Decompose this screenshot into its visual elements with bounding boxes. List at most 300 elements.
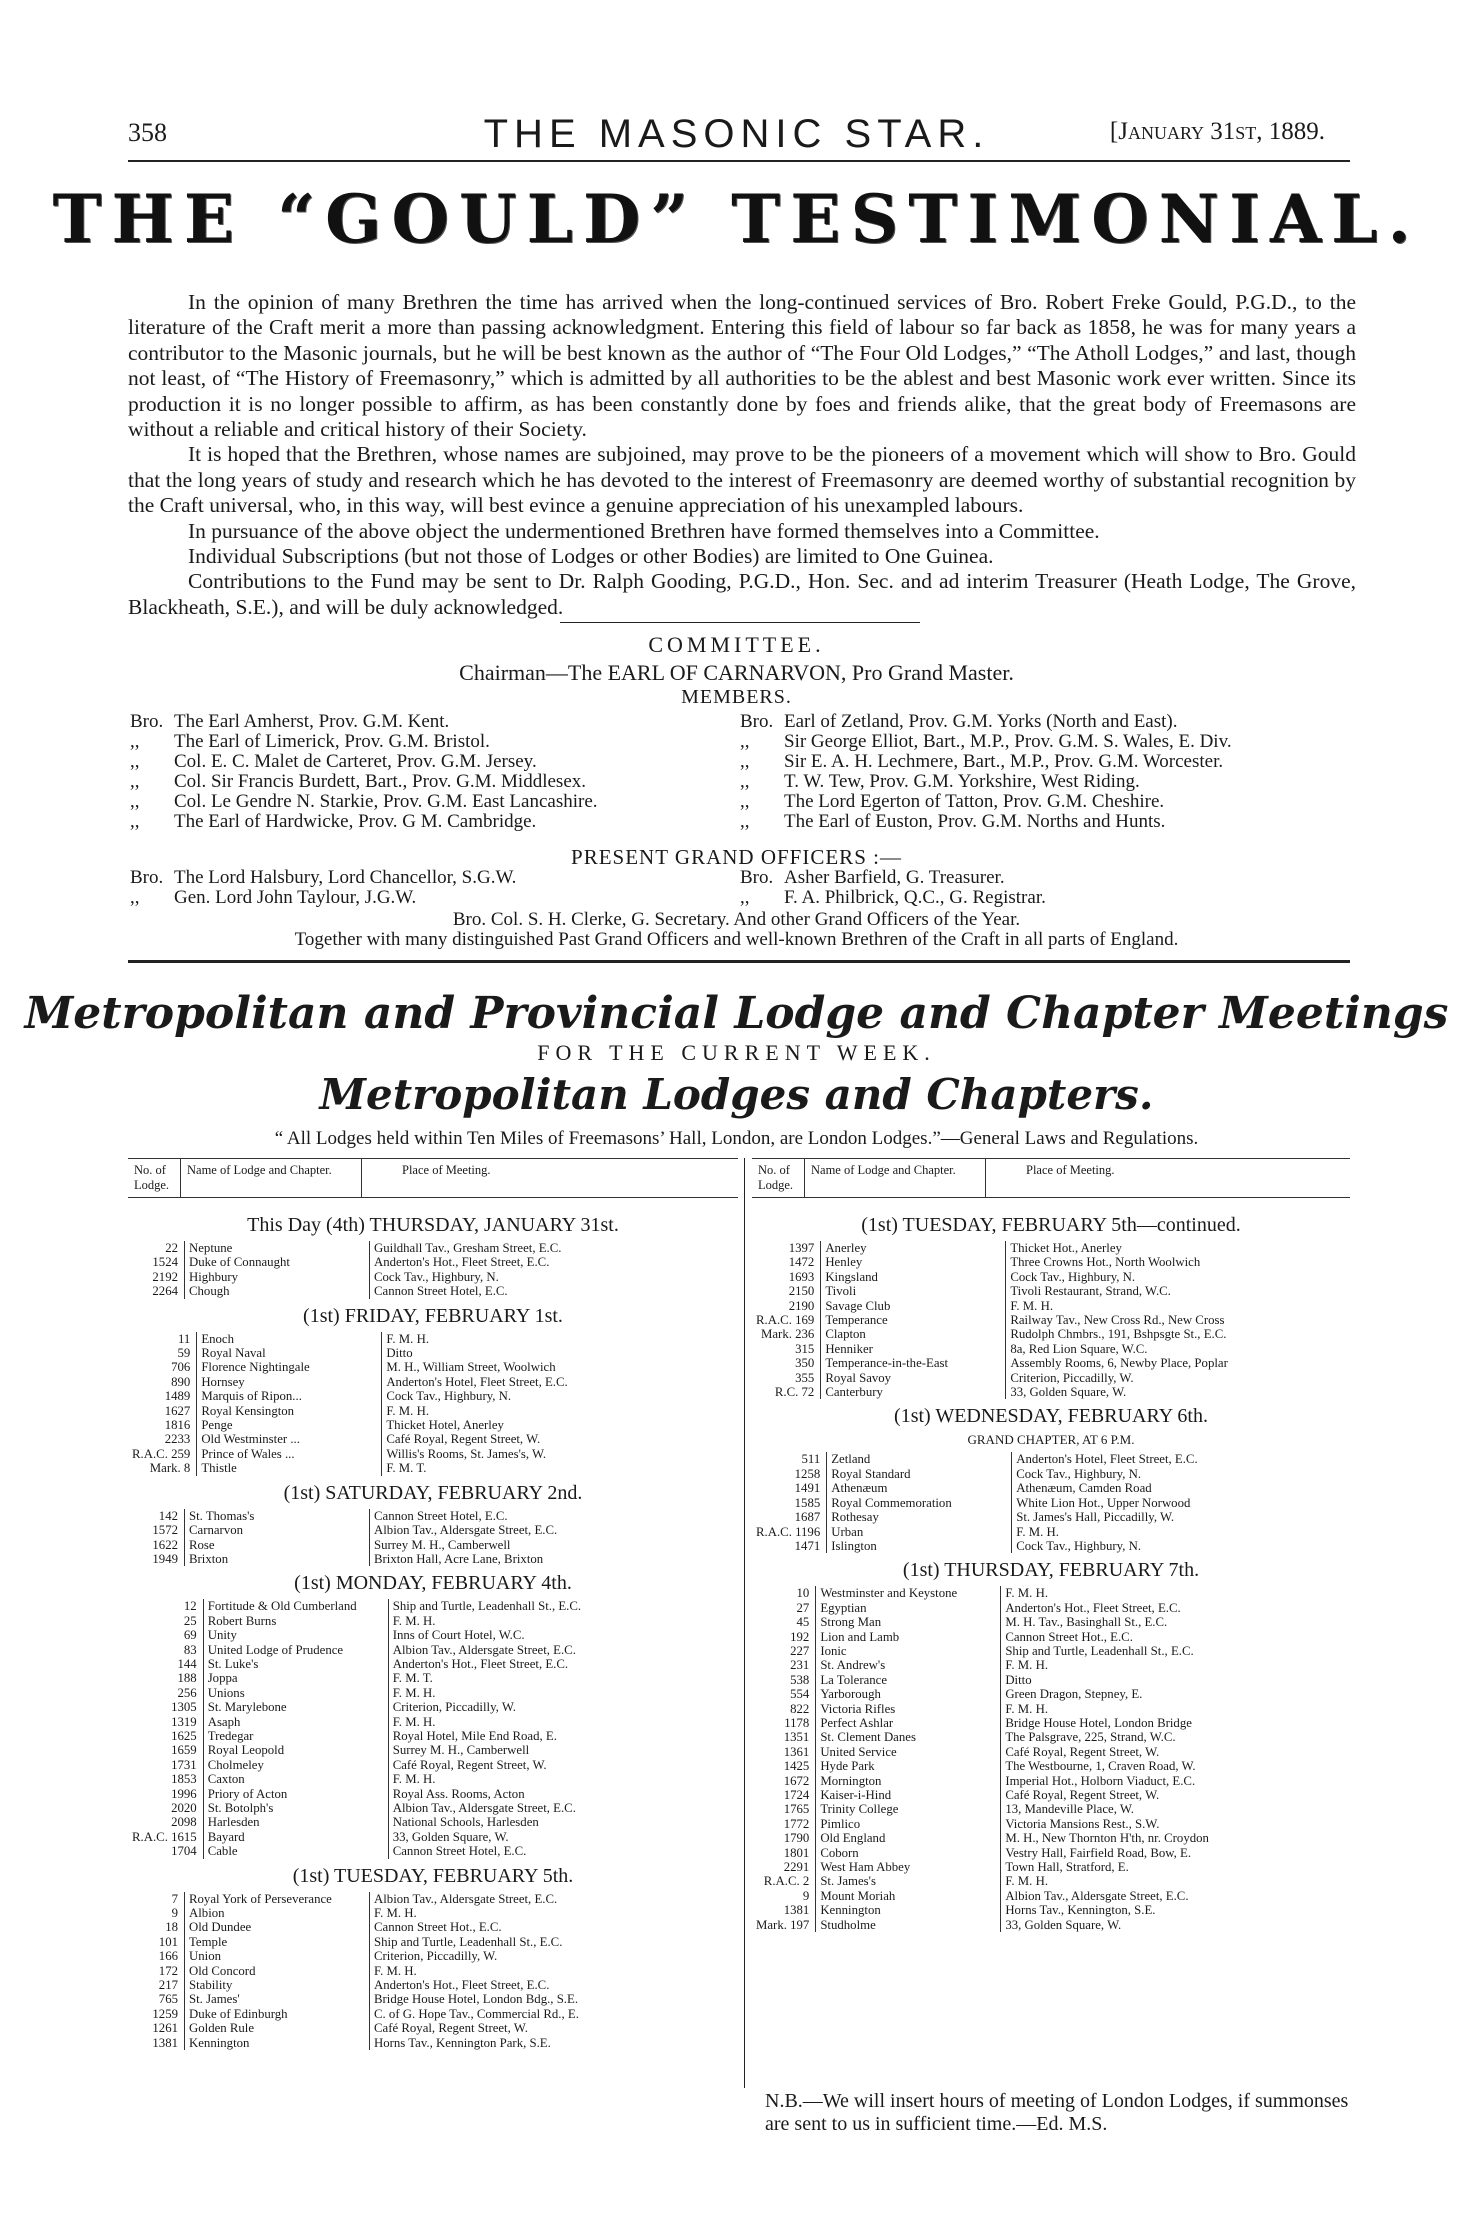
grand-officers-heading: PRESENT GRAND OFFICERS :— <box>571 845 902 869</box>
table-row <box>128 1844 585 1858</box>
lodge-number: 1627 <box>164 1403 191 1418</box>
table-row <box>128 2021 583 2035</box>
member-row <box>740 888 1300 908</box>
lodge-number: 217 <box>158 1978 178 1993</box>
lodge-number: 27 <box>796 1600 810 1615</box>
meeting-place: Horns Tav., Kennington Park, S.E. <box>370 2036 583 2050</box>
table-row <box>752 1644 1213 1658</box>
section-rule <box>128 960 1350 963</box>
lodge-name: Highbury <box>185 1270 370 1284</box>
member-name: Asher Barfield, G. Treasurer. <box>784 867 1005 888</box>
lodge-name: Yarborough <box>816 1687 1001 1701</box>
col-place-label: Place of Meeting. <box>1026 1163 1115 1177</box>
lodge-name: Union <box>185 1949 370 1963</box>
table-row <box>752 1658 1213 1672</box>
lodge-name: Royal Naval <box>197 1346 382 1360</box>
day-heading: (1st) TUESDAY, FEBRUARY 5th—continued. <box>861 1214 1241 1236</box>
chairman-line: Chairman—The EARL OF CARNARVON, Pro Grand Master. <box>459 660 1014 685</box>
lodge-name: Mount Moriah <box>816 1889 1001 1903</box>
lodge-name: Carnarvon <box>185 1523 370 1537</box>
table-row <box>752 1774 1213 1788</box>
col-no-label: No. of Lodge. <box>128 1159 181 1197</box>
lodge-number: 538 <box>790 1672 810 1687</box>
meeting-place: Willis's Rooms, St. James's, W. <box>382 1447 572 1461</box>
meeting-place: Criterion, Piccadilly, W. <box>388 1700 585 1714</box>
intro-paragraph: In the opinion of many Brethren the time has arrived when the long-continued services of Bro. Robert Freke Gould, P.G.D., to the literature of the Craft merit a more than passing acknowledgment. Entering this field of labour so far back as 1858, he was for many years a contributor to the Masonic journals, but he will be best known as the author of “The Four Old Lodges,” “The Atholl Lodges,” and last, though not least, of “The History of Freemasonry,” which is admitted by all authorities to be the ablest and best Masonic work ever written. Since its production it is no longer possible to affirm, as has been constantly done by foes and friends alike, that the great body of Freemasons are without a reliable and critical history of their Society. <box>128 290 1356 442</box>
lodge-name: Thistle <box>197 1461 382 1475</box>
lodge-name: Anerley <box>821 1241 1006 1255</box>
lodge-number: 315 <box>795 1341 815 1356</box>
table-row <box>128 1599 585 1613</box>
lodge-name: Royal Savoy <box>821 1371 1006 1385</box>
meeting-place: Thicket Hot., Anerley <box>1006 1241 1232 1255</box>
secretary-line: Bro. Col. S. H. Clerke, G. Secretary. And other Grand Officers of the Year. <box>452 909 1021 930</box>
lodge-number: 69 <box>183 1628 197 1643</box>
bro-label: ,, <box>740 771 750 792</box>
lodge-name: Royal Standard <box>827 1467 1012 1481</box>
table-row <box>752 1510 1202 1524</box>
table-row <box>128 1978 583 1992</box>
lodge-name: Harlesden <box>203 1815 388 1829</box>
lodge-table <box>752 1241 1232 1399</box>
lodge-table <box>128 1892 583 2050</box>
table-row <box>752 1601 1213 1615</box>
lodge-number: 1801 <box>783 1845 810 1860</box>
meeting-place: Three Crowns Hot., North Woolwich <box>1006 1255 1232 1269</box>
bro-label: ,, <box>130 731 140 752</box>
lodge-table <box>128 1241 565 1299</box>
members-heading: MEMBERS. <box>681 686 792 708</box>
day-heading: (1st) FRIDAY, FEBRUARY 1st. <box>303 1304 563 1327</box>
lodge-name: Zetland <box>827 1452 1012 1466</box>
meeting-place: National Schools, Harlesden <box>388 1815 585 1829</box>
table-row <box>128 1270 565 1284</box>
lodge-name: Bayard <box>203 1830 388 1844</box>
meeting-place: Surrey M. H., Camberwell <box>370 1538 562 1552</box>
table-row <box>128 2007 583 2021</box>
lodge-number: 2264 <box>152 1284 178 1299</box>
lodge-name: Florence Nightingale <box>197 1360 382 1374</box>
table-row <box>752 1525 1202 1539</box>
lodge-name: St. Clement Danes <box>816 1730 1001 1744</box>
meeting-place: F. M. T. <box>382 1461 572 1475</box>
lodge-number: 1853 <box>171 1772 197 1787</box>
lodge-number: R.A.C. 169 <box>756 1313 815 1328</box>
members-left <box>130 712 750 832</box>
table-row <box>128 1671 585 1685</box>
table-row <box>752 1481 1202 1495</box>
lodge-number: 1772 <box>783 1816 810 1831</box>
lodge-number: 1489 <box>164 1389 191 1404</box>
table-row <box>752 1788 1213 1802</box>
lodge-name: Unions <box>203 1686 388 1700</box>
lodge-number: 1572 <box>152 1523 178 1538</box>
lodge-number: 2190 <box>788 1298 815 1313</box>
meeting-place: Bridge House Hotel, London Bridge <box>1001 1716 1213 1730</box>
right-meetings-column <box>752 1208 1350 1932</box>
meeting-place: 33, Golden Square, W. <box>1001 1918 1213 1932</box>
member-row <box>740 812 1360 832</box>
header-rule <box>128 160 1350 162</box>
meeting-place: Ship and Turtle, Leadenhall St., E.C. <box>370 1935 583 1949</box>
lodge-number: 350 <box>795 1356 815 1371</box>
lodge-name: Coborn <box>816 1846 1001 1860</box>
lodge-number: 2192 <box>152 1269 178 1284</box>
table-row <box>752 1745 1213 1759</box>
table-row <box>128 1729 585 1743</box>
meeting-place: 8a, Red Lion Square, W.C. <box>1006 1342 1232 1356</box>
meeting-place: Victoria Mansions Rest., S.W. <box>1001 1817 1213 1831</box>
table-row <box>128 1241 565 1255</box>
lodge-name: Hyde Park <box>816 1759 1001 1773</box>
table-row <box>128 1892 583 1906</box>
lodge-number: 1319 <box>171 1714 197 1729</box>
bro-label: Bro. <box>130 711 164 732</box>
lodge-number: 7 <box>171 1891 178 1906</box>
table-row <box>128 1552 561 1566</box>
bro-label: ,, <box>740 751 750 772</box>
table-row <box>752 1452 1202 1466</box>
lodge-table <box>128 1332 572 1476</box>
lodge-number: 9 <box>171 1906 178 1921</box>
table-row <box>128 1830 585 1844</box>
lodge-name: Royal York of Perseverance <box>185 1892 370 1906</box>
lodge-name: Kaiser-i-Hind <box>816 1788 1001 1802</box>
lodge-name: Royal Commemoration <box>827 1496 1012 1510</box>
member-row <box>740 752 1360 772</box>
lodge-number: 2020 <box>171 1801 197 1815</box>
lodge-name: Old England <box>816 1831 1001 1845</box>
masthead-title: THE MASONIC STAR. <box>483 112 990 156</box>
lodge-number: Mark. 197 <box>756 1917 810 1932</box>
table-row <box>128 1418 572 1432</box>
meeting-place: Anderton's Hotel, Fleet Street, E.C. <box>382 1375 572 1389</box>
lodge-number: R.A.C. 259 <box>132 1446 191 1461</box>
lodge-name: Priory of Acton <box>203 1787 388 1801</box>
table-row <box>752 1630 1213 1644</box>
lodge-number: 2150 <box>788 1284 815 1299</box>
lodge-number: R.A.C. 1615 <box>132 1829 197 1844</box>
lodge-number: 1259 <box>152 2006 178 2021</box>
lodge-number: R.A.C. 2 <box>763 1874 810 1889</box>
lodge-name: Islington <box>827 1539 1012 1553</box>
lodge-name: West Ham Abbey <box>816 1860 1001 1874</box>
left-meetings-column <box>128 1208 738 2050</box>
meeting-place: Imperial Hot., Holborn Viaduct, E.C. <box>1001 1774 1213 1788</box>
meeting-place: Ditto <box>1001 1673 1213 1687</box>
meeting-place: Café Royal, Regent Street, W. <box>382 1432 572 1446</box>
table-row <box>752 1702 1213 1716</box>
lodge-name: La Tolerance <box>816 1673 1001 1687</box>
table-row <box>752 1759 1213 1773</box>
meeting-place: F. M. H. <box>388 1614 585 1628</box>
lodge-name: Tivoli <box>821 1284 1006 1298</box>
lodge-number: 1704 <box>171 1844 197 1859</box>
day-heading: (1st) WEDNESDAY, FEBRUARY 6th. <box>894 1405 1208 1428</box>
meeting-place: Bridge House Hotel, London Bdg., S.E. <box>370 1992 583 2006</box>
lodge-number: 1687 <box>794 1510 821 1525</box>
bro-label: ,, <box>130 771 140 792</box>
meeting-place: Café Royal, Regent Street, W. <box>388 1758 585 1772</box>
table-row <box>128 1743 585 1757</box>
lodge-name: Henniker <box>821 1342 1006 1356</box>
meeting-place: 33, Golden Square, W. <box>1006 1385 1232 1399</box>
table-row <box>752 1846 1213 1860</box>
lodge-number: 511 <box>801 1452 821 1467</box>
lodge-number: 1425 <box>783 1759 810 1774</box>
lodge-number: 25 <box>183 1613 197 1628</box>
bro-label: Bro. <box>130 867 164 888</box>
meeting-place: Albion Tav., Aldersgate Street, E.C. <box>370 1892 583 1906</box>
table-row <box>128 1700 585 1714</box>
meeting-place: Cock Tav., Highbury, N. <box>382 1389 572 1403</box>
table-row <box>752 1730 1213 1744</box>
table-row <box>752 1255 1232 1269</box>
member-name: Earl of Zetland, Prov. G.M. Yorks (North and East). <box>784 711 1178 732</box>
meeting-place: The Palsgrave, 225, Strand, W.C. <box>1001 1730 1213 1744</box>
meetings-subtitle: FOR THE CURRENT WEEK. <box>537 1040 936 1065</box>
lodge-number: R.C. 72 <box>774 1385 815 1400</box>
lodge-number: 59 <box>177 1346 191 1361</box>
meeting-place: Cock Tav., Highbury, N. <box>370 1270 566 1284</box>
table-row <box>128 2036 583 2050</box>
lodge-name: St. Marylebone <box>203 1700 388 1714</box>
member-row <box>740 868 1300 888</box>
meeting-place: F. M. H. <box>382 1332 572 1346</box>
lodge-name: Penge <box>197 1418 382 1432</box>
table-row <box>128 1964 583 1978</box>
lodge-name: Brixton <box>185 1552 370 1566</box>
table-row <box>752 1313 1232 1327</box>
meeting-place: Albion Tav., Aldersgate Street, E.C. <box>1001 1889 1213 1903</box>
member-row <box>130 732 750 752</box>
lodge-number: 355 <box>795 1370 815 1385</box>
lodge-name: St. James' <box>185 1992 370 2006</box>
table-row <box>128 1255 565 1269</box>
lodge-name: Fortitude & Old Cumberland <box>203 1599 388 1613</box>
table-row <box>752 1270 1232 1284</box>
lodge-number: 2233 <box>164 1432 191 1447</box>
lodge-number: 706 <box>171 1360 191 1375</box>
table-row <box>128 1389 572 1403</box>
table-row <box>128 1346 572 1360</box>
meeting-place: Anderton's Hot., Fleet Street, E.C. <box>1001 1601 1213 1615</box>
table-row <box>752 1284 1232 1298</box>
lodge-number: 11 <box>177 1331 191 1346</box>
meeting-place: M. H., New Thornton H'th, nr. Croydon <box>1001 1831 1213 1845</box>
right-column-header <box>752 1158 1350 1198</box>
table-row <box>752 1831 1213 1845</box>
table-row <box>752 1496 1202 1510</box>
lodge-number: 1524 <box>152 1255 178 1270</box>
bro-label: ,, <box>130 887 140 908</box>
meeting-place: 33, Golden Square, W. <box>388 1830 585 1844</box>
lodge-name: Duke of Connaught <box>185 1255 370 1269</box>
lodge-name: Perfect Ashlar <box>816 1716 1001 1730</box>
bro-label: ,, <box>740 811 750 832</box>
lodge-name: Enoch <box>197 1332 382 1346</box>
meeting-place: Ship and Turtle, Leadenhall St., E.C. <box>388 1599 585 1613</box>
lodge-number: 1659 <box>171 1743 197 1758</box>
meeting-place: Horns Tav., Kennington, S.E. <box>1001 1903 1213 1917</box>
member-row <box>130 792 750 812</box>
meeting-place: Cannon Street Hot., E.C. <box>370 1920 583 1934</box>
meeting-place: Cock Tav., Highbury, N. <box>1012 1539 1202 1553</box>
table-row <box>752 1539 1202 1553</box>
table-row <box>128 1284 565 1298</box>
table-row <box>128 1686 585 1700</box>
lodge-number: 1397 <box>788 1241 815 1255</box>
member-row <box>130 812 750 832</box>
lodge-number: Mark. 236 <box>761 1327 815 1342</box>
lodge-number: 144 <box>177 1656 197 1671</box>
lodge-number: Mark. 8 <box>149 1461 191 1476</box>
meeting-place: F. M. H. <box>1001 1586 1213 1600</box>
left-column-header <box>128 1158 738 1198</box>
lodge-number: 192 <box>790 1629 810 1644</box>
table-row <box>128 1949 583 1963</box>
lodge-number: 1672 <box>783 1773 810 1788</box>
lodge-name: Trinity College <box>816 1802 1001 1816</box>
member-row <box>740 712 1360 732</box>
table-row <box>128 1432 572 1446</box>
meeting-place: Cannon Street Hotel, E.C. <box>370 1284 566 1298</box>
lodge-name: Cable <box>203 1844 388 1858</box>
table-row <box>128 1404 572 1418</box>
intro-paragraph: Individual Subscriptions (but not those of Lodges or other Bodies) are limited to One Guinea. <box>188 544 994 569</box>
meeting-place: F. M. T. <box>388 1671 585 1685</box>
col-place-label: Place of Meeting. <box>402 1163 491 1177</box>
lodge-number: 256 <box>177 1685 197 1700</box>
table-row <box>752 1687 1213 1701</box>
lodge-name: Stability <box>185 1978 370 1992</box>
page-number: 358 <box>128 118 167 147</box>
lodge-number: 1625 <box>171 1728 197 1743</box>
lodge-number: 45 <box>796 1615 810 1630</box>
member-name: The Earl of Limerick, Prov. G.M. Bristol. <box>174 731 490 752</box>
meeting-place: Café Royal, Regent Street, W. <box>370 2021 583 2035</box>
lodge-table <box>752 1586 1213 1932</box>
table-row <box>752 1327 1232 1341</box>
lodge-number: 101 <box>158 1934 178 1949</box>
lodge-number: 172 <box>158 1963 178 1978</box>
lodge-number: 822 <box>790 1701 810 1716</box>
member-name: F. A. Philbrick, Q.C., G. Registrar. <box>784 887 1046 908</box>
together-line: Together with many distinguished Past Grand Officers and well-known Brethren of the Craft in all parts of England. <box>294 929 1179 950</box>
member-name: The Earl of Euston, Prov. G.M. Norths and Hunts. <box>784 811 1166 832</box>
lodge-number: 2291 <box>783 1860 810 1875</box>
meeting-place: Anderton's Hot., Fleet Street, E.C. <box>388 1657 585 1671</box>
table-row <box>128 1461 572 1475</box>
meeting-place: Royal Ass. Rooms, Acton <box>388 1787 585 1801</box>
member-name: Sir George Elliot, Bart., M.P., Prov. G.M. S. Wales, E. Div. <box>784 731 1232 752</box>
metropolitan-title: Metropolitan Lodges and Chapters. <box>319 1070 1154 1119</box>
meeting-place: Railway Tav., New Cross Rd., New Cross <box>1006 1313 1232 1327</box>
bro-label: ,, <box>130 751 140 772</box>
lodge-number: 1381 <box>152 2035 178 2050</box>
bro-label: ,, <box>130 811 140 832</box>
column-divider <box>744 1158 745 2088</box>
meeting-place: Inns of Court Hotel, W.C. <box>388 1628 585 1642</box>
lodge-number: 1258 <box>794 1466 821 1481</box>
meeting-place: Guildhall Tav., Gresham Street, E.C. <box>370 1241 566 1255</box>
lodge-name: Temple <box>185 1935 370 1949</box>
member-name: The Earl Amherst, Prov. G.M. Kent. <box>174 711 450 732</box>
lodge-number: 9 <box>802 1888 810 1903</box>
table-row <box>128 1538 561 1552</box>
meeting-place: Thicket Hotel, Anerley <box>382 1418 572 1432</box>
table-row <box>128 1643 585 1657</box>
meeting-place: F. M. H. <box>370 1964 583 1978</box>
lodge-name: St. James's <box>816 1874 1001 1888</box>
lodge-number: 18 <box>165 1920 178 1935</box>
lodge-number: 231 <box>790 1658 810 1673</box>
meeting-place: F. M. H. <box>1001 1658 1213 1672</box>
day-heading: (1st) SATURDAY, FEBRUARY 2nd. <box>283 1481 583 1504</box>
meeting-place: Albion Tav., Aldersgate Street, E.C. <box>388 1643 585 1657</box>
meeting-place: Cock Tav., Highbury, N. <box>1006 1270 1232 1284</box>
lodge-number: 1790 <box>783 1831 810 1846</box>
meeting-place: F. M. H. <box>382 1404 572 1418</box>
lodge-number: 1996 <box>171 1786 197 1801</box>
lodge-name: Royal Kensington <box>197 1404 382 1418</box>
lodge-name: Mornington <box>816 1774 1001 1788</box>
lodge-name: St. Botolph's <box>203 1801 388 1815</box>
bro-label: ,, <box>130 791 140 812</box>
meeting-place: Vestry Hall, Fairfield Road, Bow, E. <box>1001 1846 1213 1860</box>
lodge-name: Robert Burns <box>203 1614 388 1628</box>
meeting-place: Cock Tav., Highbury, N. <box>1012 1467 1202 1481</box>
meeting-place: Ship and Turtle, Leadenhall St., E.C. <box>1001 1644 1213 1658</box>
table-row <box>128 1332 572 1346</box>
lodge-number: 22 <box>165 1241 178 1255</box>
lodge-name: St. Andrew's <box>816 1658 1001 1672</box>
editor-note: N.B.—We will insert hours of meeting of London Lodges, if summonses are sent to us in sufficient time.—Ed. M.S. <box>765 2090 1349 2135</box>
lodge-number: 1622 <box>152 1537 178 1552</box>
meeting-place: Anderton's Hotel, Fleet Street, E.C. <box>1012 1452 1202 1466</box>
day-heading: This Day (4th) THURSDAY, JANUARY 31st. <box>247 1214 619 1236</box>
table-row <box>752 1241 1232 1255</box>
lodge-name: Asaph <box>203 1715 388 1729</box>
meeting-place: Rudolph Chmbrs., 191, Bshpsgte St., E.C. <box>1006 1327 1232 1341</box>
table-row <box>752 1673 1213 1687</box>
lodge-table <box>128 1509 561 1567</box>
lodge-number: 1765 <box>783 1802 810 1817</box>
lodge-name: Golden Rule <box>185 2021 370 2035</box>
lodge-number: 1491 <box>794 1481 821 1496</box>
lodge-name: Savage Club <box>821 1299 1006 1313</box>
issue-date: [January 31st, 1889. <box>1109 118 1325 145</box>
officers-left <box>130 868 690 908</box>
lodge-number: R.A.C. 1196 <box>756 1524 821 1539</box>
col-name-label: Name of Lodge and Chapter. <box>181 1159 362 1197</box>
lodge-name: Albion <box>185 1906 370 1920</box>
table-row <box>752 1903 1213 1917</box>
col-no-label: No. of Lodge. <box>752 1159 805 1197</box>
lodge-table <box>752 1452 1202 1553</box>
lodge-number: 1585 <box>794 1495 821 1510</box>
meeting-place: Athenæum, Camden Road <box>1012 1481 1202 1495</box>
intro-paragraph: In pursuance of the above object the undermentioned Brethren have formed themselves into a Committee. <box>188 518 1100 543</box>
table-row <box>128 1906 583 1920</box>
table-row <box>752 1918 1213 1932</box>
meeting-place: Surrey M. H., Camberwell <box>388 1743 585 1757</box>
lodge-number: 83 <box>183 1642 197 1657</box>
table-row <box>128 1523 561 1537</box>
lodge-table <box>128 1599 585 1858</box>
lodge-number: 765 <box>158 1992 178 2007</box>
bro-label: ,, <box>740 887 750 908</box>
